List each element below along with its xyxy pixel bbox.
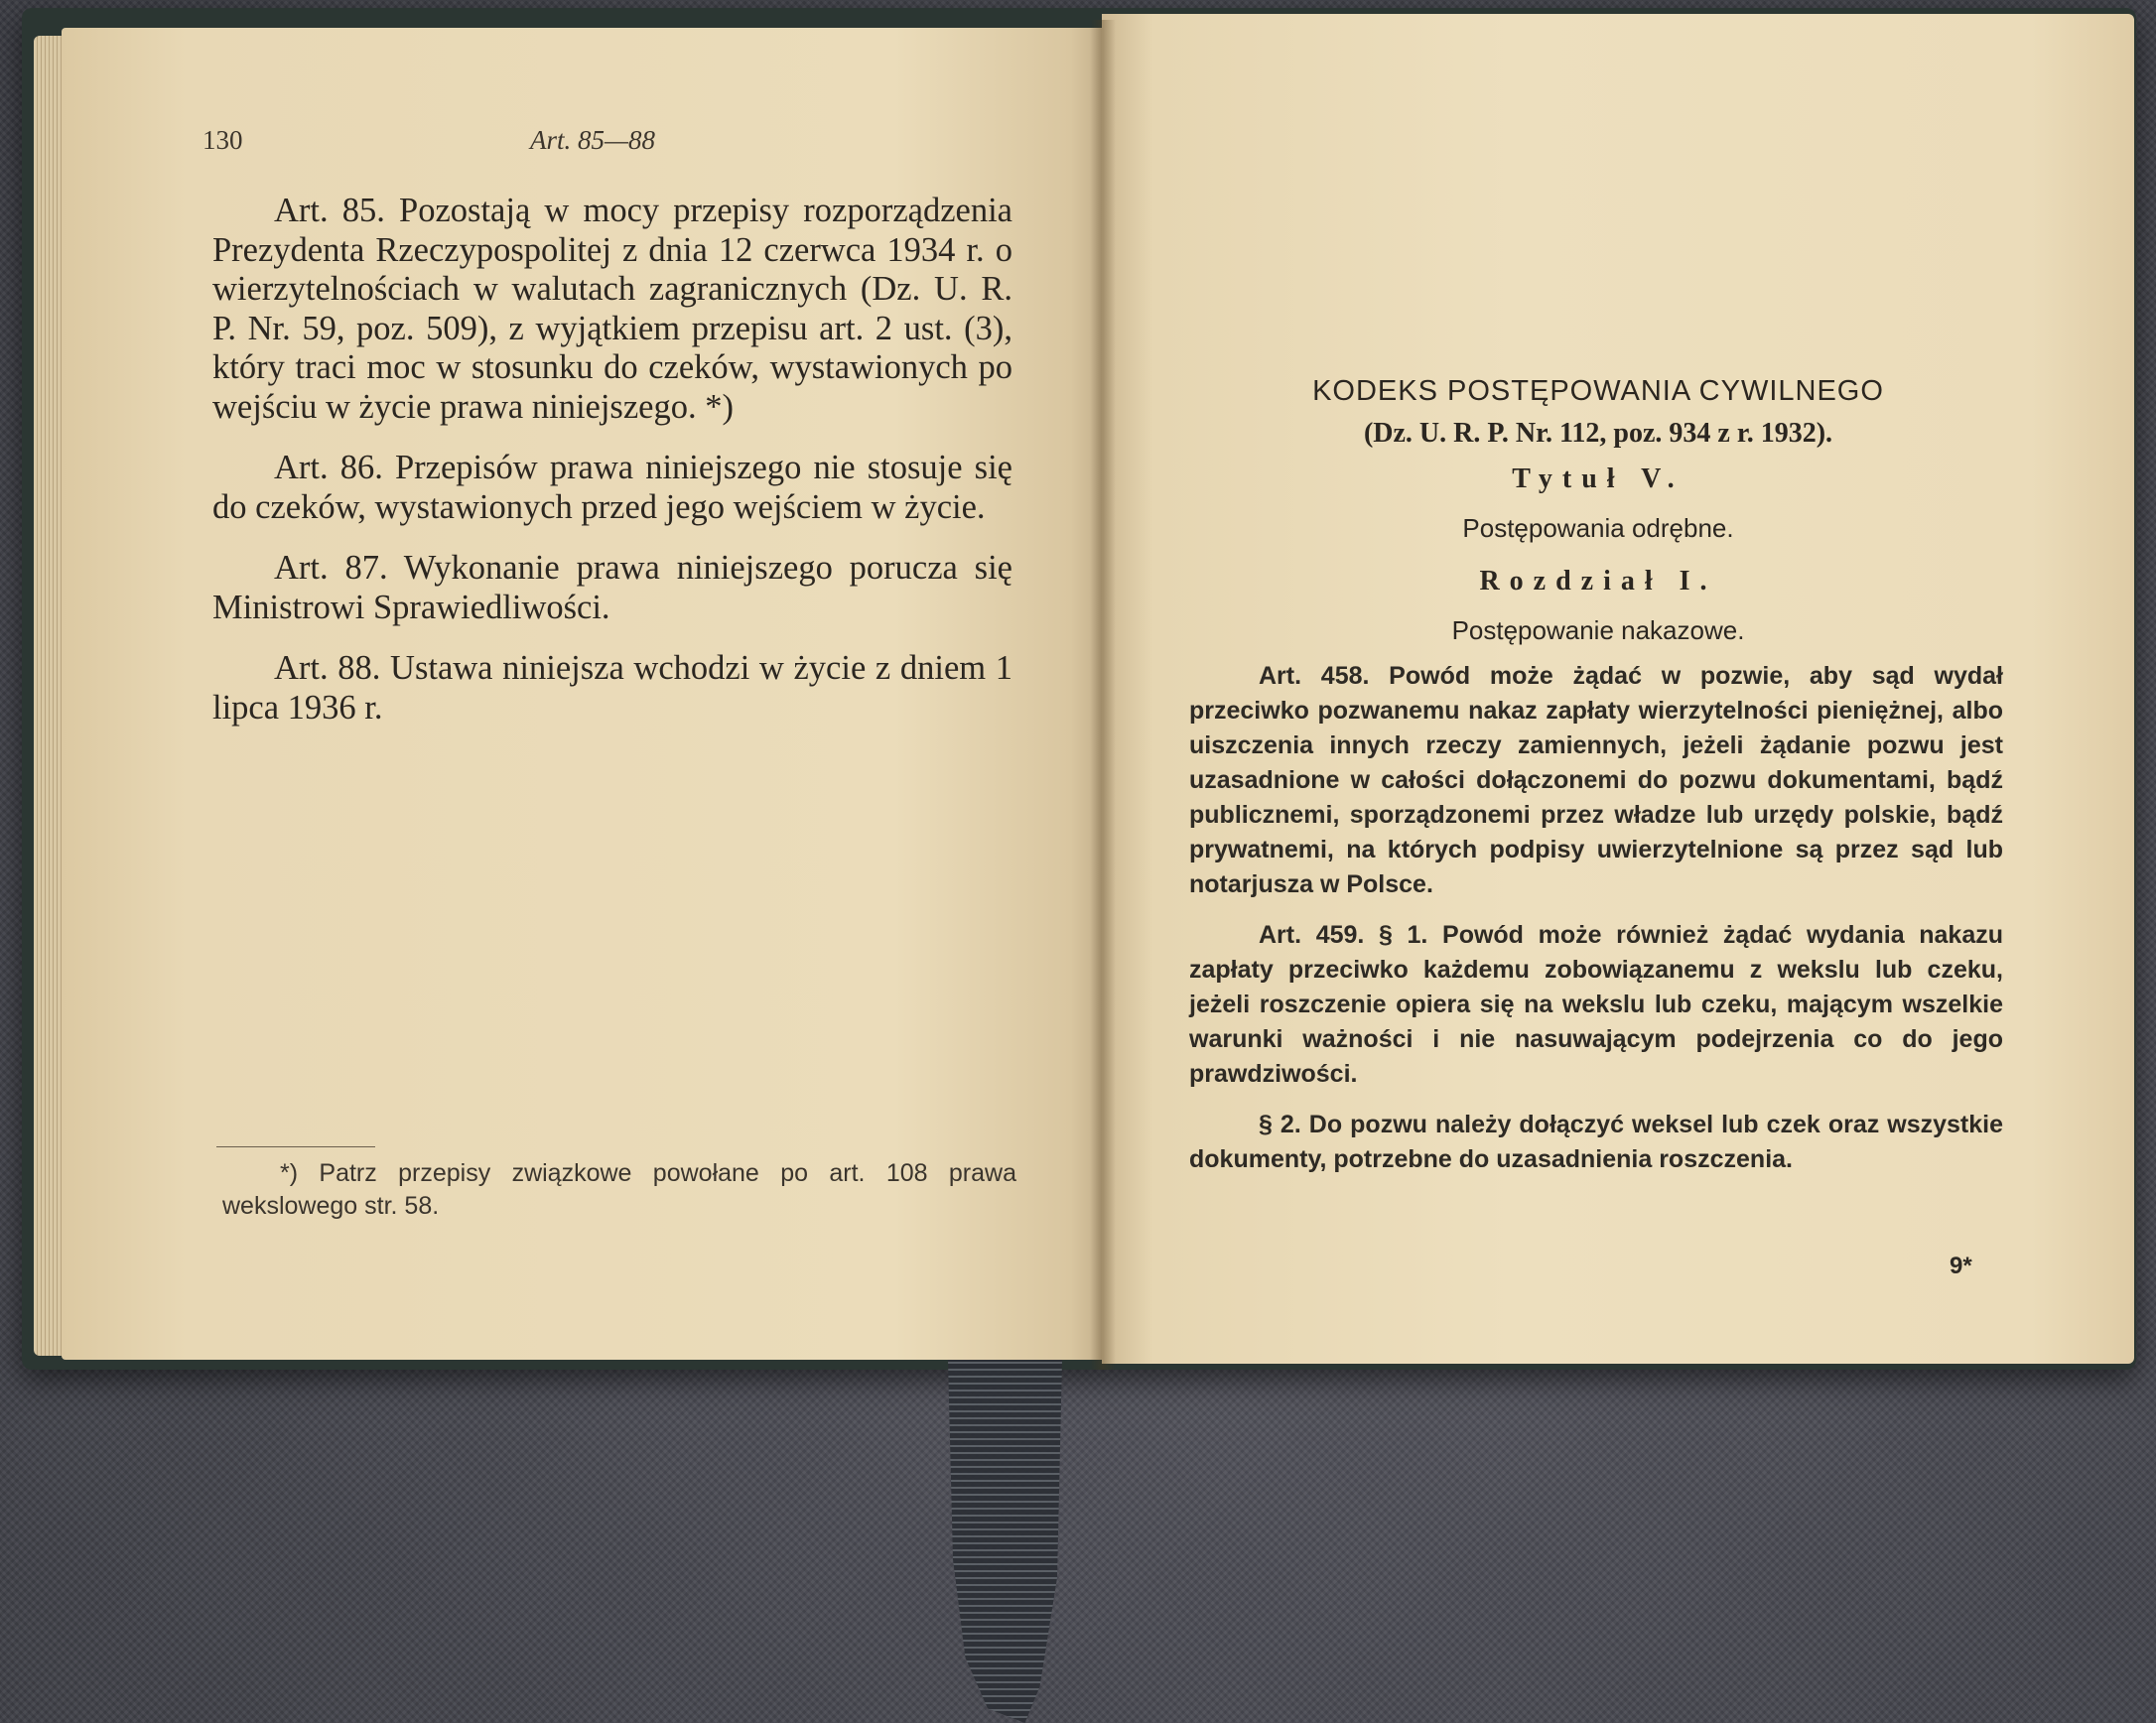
article-85: Art. 85. Pozostają w mocy przepisy rozporządzenia Prezydenta Rzeczypospolitej z dnia 12 czerwca 1934 r. o wierzytelnościach w walutach zagranicznych (Dz. U. R. P. Nr. 59, poz. 509), z wyjątkiem przepisu art. 2 ust. (3), który traci moc w stosunku do czeków, wystawionych po wejściu w życie prawa niniejszego. *) bbox=[212, 192, 1012, 426]
article-459-par-2: § 2. Do pozwu należy dołączyć weksel lub czek oraz wszystkie dokumenty, potrzebne do uzasadnienia roszczenia. bbox=[1189, 1111, 2003, 1173]
left-page-body bbox=[212, 192, 1012, 749]
right-page-heading bbox=[1191, 375, 2005, 668]
chapter-label: Rozdział I. bbox=[1479, 566, 1717, 596]
signature-mark: 9* bbox=[1950, 1253, 1972, 1279]
title-name: Postępowania odrębne. bbox=[1462, 513, 1734, 543]
article-458: Art. 458. Powód może żądać w pozwie, aby sąd wydał przeciwko pozwanemu nakaz zapłaty wierzytelności pieniężnej, albo uiszczenia innych rzeczy zamiennych, jeżeli żądanie pozwu jest uzasadnione w całości dołączonemi do pozwu dokumentami, bądź publicznemi, sporządzonemi przez władze lub urzędy polskie, bądź prywatnemi, na których podpisy uwierzytelnione są przez sąd lub notarjusza w Polsce. bbox=[1189, 662, 2003, 898]
article-88: Art. 88. Ustawa niniejsza wchodzi w życie z dniem 1 lipca 1936 r. bbox=[212, 649, 1012, 727]
book-gutter bbox=[1090, 20, 1116, 1370]
ribbon-bookmark[interactable] bbox=[938, 1360, 1062, 1723]
running-head: Art. 85—88 bbox=[530, 125, 656, 155]
article-86: Art. 86. Przepisów prawa niniejszego nie stosuje się do czeków, wystawionych przed jego wejściem w życie. bbox=[212, 449, 1012, 526]
footnote-divider bbox=[216, 1146, 375, 1147]
article-87: Art. 87. Wykonanie prawa niniejszego porucza się Ministrowi Sprawiedliwości. bbox=[212, 549, 1012, 626]
title-label: Tytuł V. bbox=[1512, 464, 1684, 494]
chapter-name: Postępowanie nakazowe. bbox=[1451, 615, 1745, 645]
code-title: KODEKS POSTĘPOWANIA CYWILNEGO bbox=[1312, 375, 1884, 407]
article-459-par-1: Art. 459. § 1. Powód może również żądać wydania nakazu zapłaty przeciwko każdemu zobowiązanemu z wekslu lub czeku, jeżeli roszczenie opiera się na wekslu lub czeku, mającym wszelkie warunki ważności i nie nasuwającym podejrzenia co do jego prawdziwości. bbox=[1189, 921, 2003, 1088]
footnote: *) Patrz przepisy związkowe powołane po art. 108 prawa wekslowego str. 58. bbox=[222, 1159, 1016, 1220]
code-reference: (Dz. U. R. P. Nr. 112, poz. 934 z r. 1932). bbox=[1363, 418, 1833, 449]
right-page-body bbox=[1189, 659, 2003, 1193]
left-page-number: 130 bbox=[202, 125, 243, 155]
